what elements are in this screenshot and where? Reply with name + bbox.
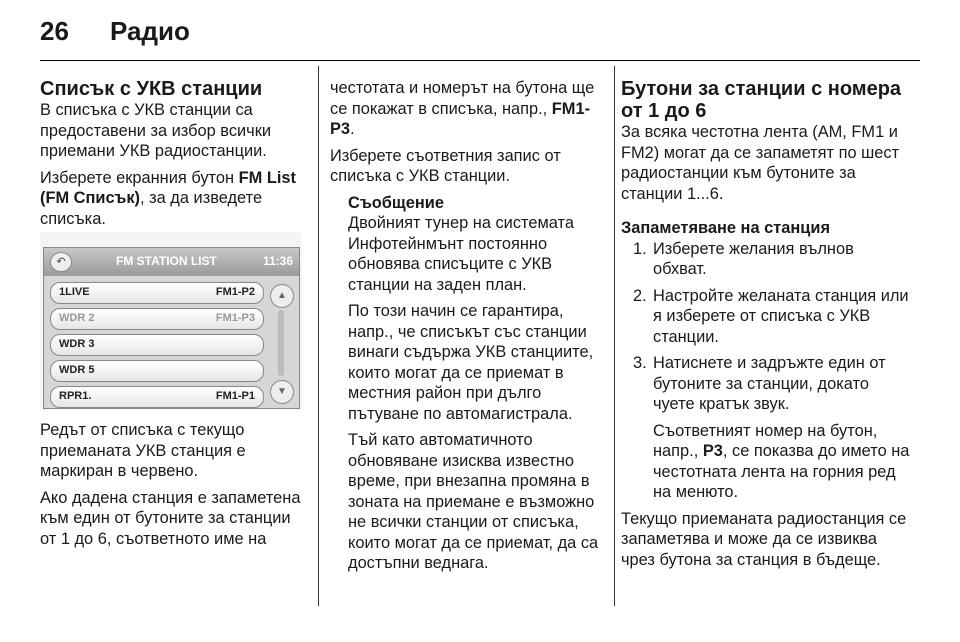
screenshot-title-bar [44,248,299,276]
note-paragraph: Двойният тунер на системата Инфотейнмънт постоянно обновява списъците с УКВ станции на заден план. [348,214,574,294]
screenshot-frame [43,247,300,409]
text: Изберете екранния бутон [40,168,239,187]
column-3 [621,78,911,576]
column-divider [318,66,319,606]
station-preset: FM1-P2 [215,286,255,298]
station-name: WDR 2 [59,312,95,324]
paragraph: Редът от списъка с текущо приеманата УКВ станция е маркиран в червено. [40,421,246,480]
column-1 [40,78,306,235]
bold-text: P3 [702,442,723,460]
page-header [0,0,960,62]
station-name: RPR1. [59,390,92,402]
section-heading-presets: Бутони за станции с номера от 1 до 6 [621,78,902,122]
list-text: Настройте желаната станция или я изберете от списъка с УКВ станции. [653,286,909,346]
back-icon: ↶ [50,252,72,272]
paragraph: В списъка с УКВ станции са предоставени за избор всички приемани УКВ радиостанции. [40,101,272,160]
note-paragraph: Тъй като автоматичното обновяване изисква известно време, при внезапна промяна в зоната на приемане е възможно не всички станции от списъка, които могат да се приемат, да са достъпни веднага. [348,431,599,572]
list-item [621,353,911,503]
text: честотата и номерът на бутона ще се покажат в списъка, напр., [330,79,595,118]
subheading-store-station: Запаметяване на станция [621,219,831,237]
scroll-track [278,310,284,376]
station-row [50,282,264,304]
text: . [350,120,355,138]
text: Съответният номер на бутон, напр., [653,421,878,460]
station-name: 1LIVE [59,286,90,298]
station-preset: FM1-P1 [215,390,255,402]
station-row [50,386,264,408]
paragraph [40,168,306,230]
fm-station-list-screenshot [40,232,302,410]
station-list [50,282,264,412]
station-row [50,334,264,356]
text: , се показва до името на честотната лента на горния ред на менюто. [653,442,910,501]
column-divider [614,66,615,606]
station-row [50,308,264,330]
column-1-lower [40,420,306,555]
text: , за да изведете списъка. [40,189,263,228]
page-number: 26 [40,16,69,46]
note-box [348,193,606,574]
header-rule [40,60,920,61]
bold-text: FM List (FM Списък) [40,168,296,207]
scroll-down-icon: ▼ [270,380,294,404]
paragraph [330,78,606,140]
paragraph: Ако дадена станция е запаметена към един от бутоните за станции от 1 до 6, съответното име на [40,488,301,548]
bold-text: FM1-P3 [330,99,591,138]
page-title: Радио [110,16,190,46]
paragraph: За всяка честотна лента (AM, FM1 и FM2) могат да се запаметят по шест радиостанции към бутоните за станции 1...6. [621,123,900,203]
list-item [621,239,911,280]
station-preset: FM1-P3 [215,312,255,324]
note-paragraph: По този начин се гарантира, напр., че списъкът със станции винаги съдържа УКВ станциите, които могат да се приемат в местния район при дълго пътуване по автомагистрала. [348,302,594,423]
list-item [621,286,911,348]
station-name: WDR 3 [59,338,95,350]
paragraph: Изберете съответния запис от списъка с УКВ станции. [330,146,561,185]
paragraph: Текущо приеманата радиостанция се запаметява и може да се извиква чрез бутона за станция в бъдеще. [621,509,907,569]
station-name: WDR 5 [59,364,95,376]
list-text: Изберете желания вълнов обхват. [653,239,854,278]
note-title: Съобщение [348,193,444,212]
station-row [50,360,264,382]
section-heading-fm-list: Списък с УКВ станции [40,78,263,100]
list-subparagraph [653,421,911,503]
list-number: 1. [633,239,647,258]
list-number: 2. [633,286,647,305]
screenshot-time: 11:36 [262,254,293,268]
column-2 [330,78,606,580]
screenshot-title: FM STATION LIST [116,254,217,268]
scroll-up-icon: ▲ [270,284,294,308]
list-text: Натиснете и задръжте един от бутоните за станции, докато чуете кратък звук. [653,354,886,413]
list-number: 3. [633,354,647,372]
